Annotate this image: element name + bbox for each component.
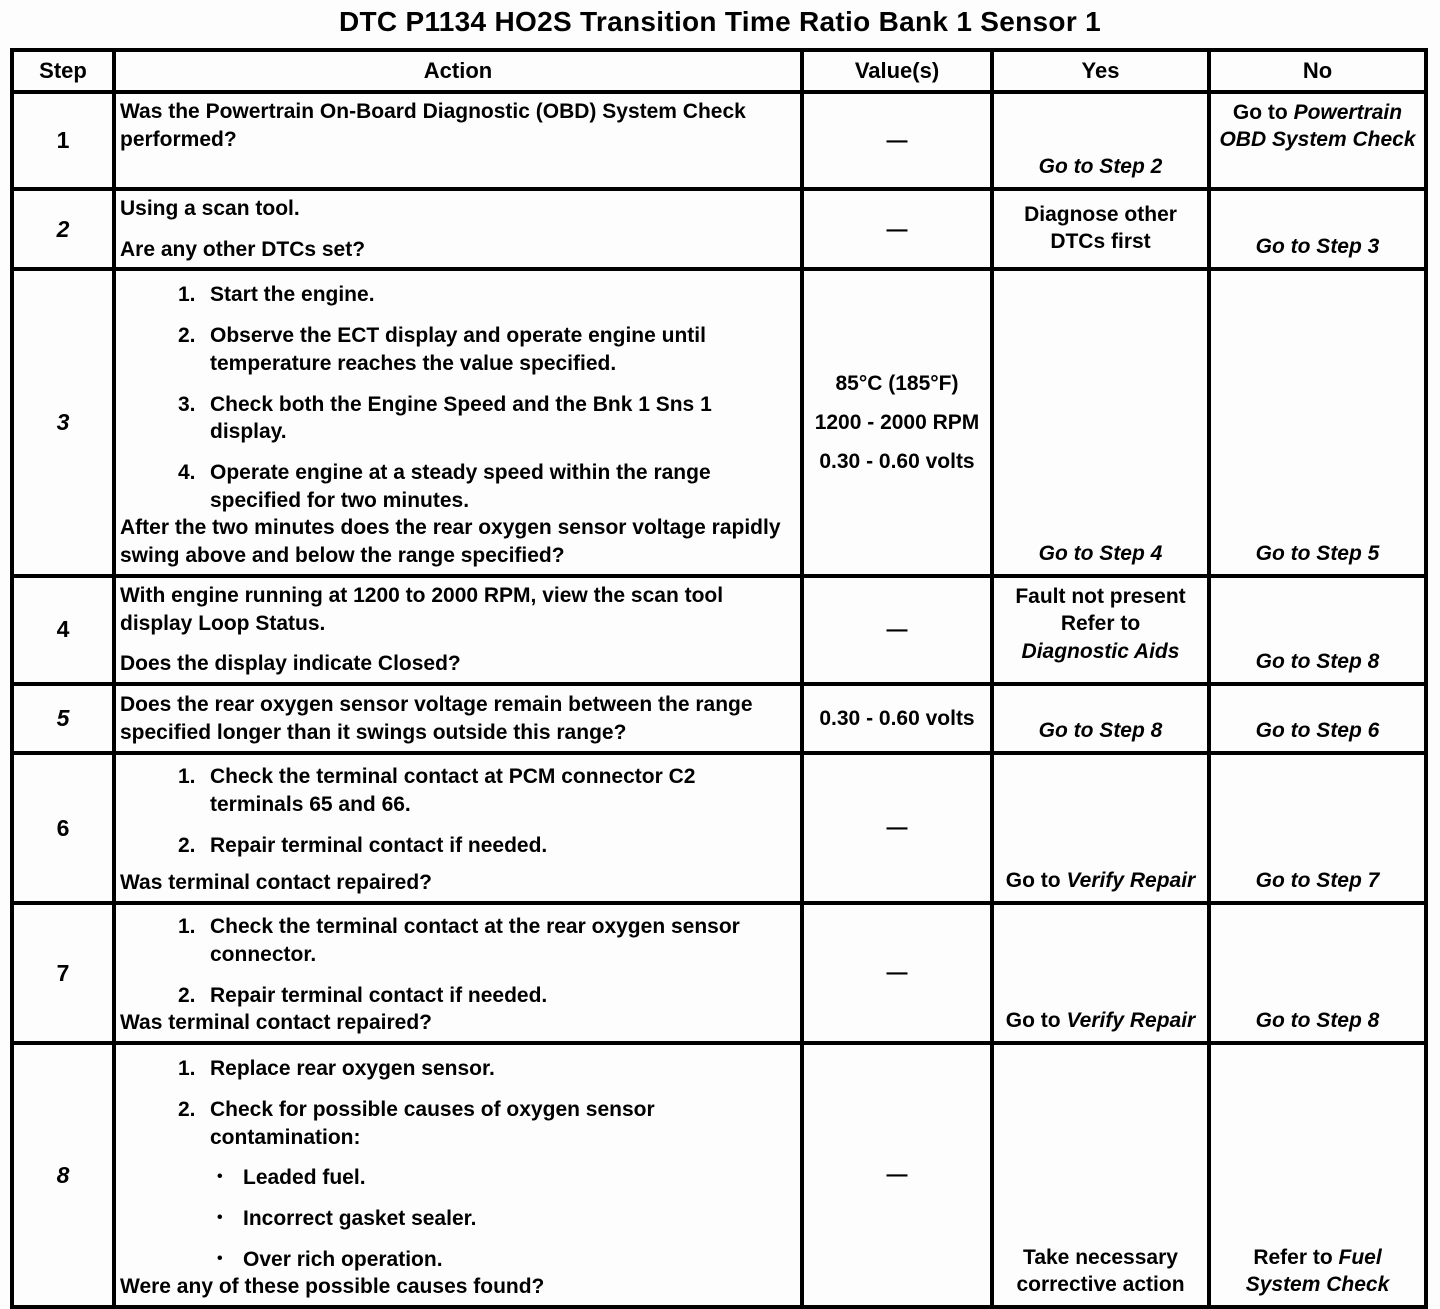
value-cell: —: [802, 753, 992, 903]
table-row-step-7: [12, 903, 1426, 1043]
action-bullet-item: • Leaded fuel.: [120, 1164, 796, 1192]
no-cell: [1209, 903, 1426, 1043]
yes-goto: Go to Verify Repair: [1005, 1008, 1196, 1032]
yes-ref: Diagnostic Aids: [1021, 639, 1180, 663]
action-list-item: 1. Check the terminal contact at PCM connector C2 terminals 65 and 66.: [178, 765, 696, 816]
action-list-item: 2. Repair terminal contact if needed.: [178, 833, 548, 857]
value-cell: —: [802, 576, 992, 684]
no-goto: Go to Step 8: [1255, 649, 1380, 673]
action-text: Using a scan tool.: [120, 197, 300, 220]
no-goto: Go to Powertrain OBD System Check: [1219, 101, 1416, 152]
action-list-item: 1. Start the engine.: [178, 283, 375, 307]
action-cell: [114, 684, 802, 753]
action-list-item: 2. Check for possible causes of oxygen sensor contamination:: [178, 1097, 655, 1149]
action-cell: [114, 92, 802, 189]
action-list-item: 2. Observe the ECT display and operate engine until temperature reaches the value specified.: [178, 324, 706, 375]
no-cell: [1209, 92, 1426, 189]
action-cell: [114, 903, 802, 1043]
no-goto: Go to Step 7: [1255, 868, 1380, 892]
step-number: 1: [12, 92, 114, 189]
action-list-item: 3. Check both the Engine Speed and the Bnk 1 Sns 1 display.: [178, 392, 712, 444]
no-cell: [1209, 189, 1426, 269]
action-question: Was terminal contact repaired?: [120, 871, 432, 895]
action-list-item: 4. Operate engine at a steady speed within the range specified for two minutes.: [178, 461, 711, 512]
yes-cell: [992, 903, 1209, 1043]
step-number: 6: [12, 753, 114, 903]
action-list-item: 1. Check the terminal contact at the rear oxygen sensor connector.: [178, 915, 740, 966]
no-cell: [1209, 576, 1426, 684]
action-question: Does the display indicate Closed?: [120, 652, 461, 676]
yes-goto: Go to Verify Repair: [1005, 868, 1196, 892]
column-header-values: Value(s): [802, 50, 992, 92]
no-goto: Go to Step 5: [1255, 541, 1380, 565]
action-question: Was terminal contact repaired?: [120, 1011, 432, 1035]
action-question: After the two minutes does the rear oxygen sensor voltage rapidly swing above and below the range specified?: [120, 516, 781, 568]
yes-goto: Go to Step 4: [1038, 541, 1163, 565]
column-header-yes: Yes: [992, 50, 1209, 92]
no-goto: Go to Step 3: [1255, 235, 1380, 259]
action-question: Does the rear oxygen sensor voltage remain between the range specified longer than it swings outside this range?: [120, 692, 753, 744]
diagnostic-table: [10, 48, 1428, 1309]
yes-cell: [992, 269, 1209, 575]
page-title: DTC P1134 HO2S Transition Time Ratio Bank 1 Sensor 1: [338, 6, 1101, 37]
no-cell: [1209, 684, 1426, 753]
step-number: 3: [12, 269, 114, 575]
action-question: Were any of these possible causes found?: [120, 1275, 545, 1299]
yes-text: Take necessary corrective action: [1016, 1245, 1185, 1296]
table-row-step-4: [12, 576, 1426, 684]
yes-cell: [992, 576, 1209, 684]
table-row-step-5: [12, 684, 1426, 753]
table-row-step-3: [12, 269, 1426, 575]
action-text: With engine running at 1200 to 2000 RPM, view the scan tool display Loop Status.: [120, 583, 724, 635]
value-cell: —: [802, 189, 992, 269]
yes-text-line: Fault not present: [1015, 584, 1186, 608]
yes-text-line: Refer to: [1060, 612, 1141, 636]
action-cell: [114, 1043, 802, 1307]
action-cell: [114, 189, 802, 269]
yes-cell: [992, 189, 1209, 269]
value-cell: [802, 269, 992, 575]
yes-goto: Go to Step 2: [1038, 154, 1163, 178]
no-cell: [1209, 1043, 1426, 1307]
action-cell: [114, 269, 802, 575]
action-bullet-item: • Incorrect gasket sealer.: [120, 1205, 796, 1233]
bullet-icon: •: [217, 1249, 223, 1267]
step-number: 4: [12, 576, 114, 684]
no-goto: Go to Step 6: [1255, 718, 1380, 742]
yes-cell: [992, 753, 1209, 903]
table-row-step-2: [12, 189, 1426, 269]
action-list-item: 1. Replace rear oxygen sensor.: [178, 1057, 495, 1081]
step-number: 5: [12, 684, 114, 753]
step-number: 7: [12, 903, 114, 1043]
value-cell: —: [802, 903, 992, 1043]
yes-cell: [992, 92, 1209, 189]
yes-cell: [992, 1043, 1209, 1307]
table-row-step-1: [12, 92, 1426, 189]
yes-cell: [992, 684, 1209, 753]
step-number: 2: [12, 189, 114, 269]
bullet-icon: •: [217, 1208, 223, 1226]
value-rpm: 1200 - 2000 RPM: [814, 411, 980, 435]
value-temp: 85°C (185°F): [835, 371, 959, 395]
no-goto: Go to Step 8: [1255, 1008, 1380, 1032]
no-cell: [1209, 753, 1426, 903]
header-row: [12, 50, 1426, 92]
yes-text: Diagnose other DTCs first: [1024, 202, 1177, 254]
column-header-step: Step: [12, 50, 114, 92]
column-header-action: Action: [114, 50, 802, 92]
value-cell: —: [802, 1043, 992, 1307]
action-question: Are any other DTCs set?: [120, 237, 366, 261]
step-number: 8: [12, 1043, 114, 1307]
action-bullet-item: • Over rich operation.: [120, 1246, 796, 1274]
action-text: Was the Powertrain On-Board Diagnostic (OBD) System Check performed?: [120, 100, 746, 151]
no-goto: Refer to Fuel System Check: [1245, 1245, 1390, 1296]
action-list-item: 2. Repair terminal contact if needed.: [178, 983, 548, 1007]
value-volts: 0.30 - 0.60 volts: [819, 450, 975, 474]
value-cell: 0.30 - 0.60 volts: [802, 684, 992, 753]
no-cell: [1209, 269, 1426, 575]
action-cell: [114, 576, 802, 684]
bullet-icon: •: [217, 1168, 223, 1186]
yes-goto: Go to Step 8: [1038, 718, 1163, 742]
column-header-no: No: [1209, 50, 1426, 92]
table-row-step-8: [12, 1043, 1426, 1307]
action-cell: [114, 753, 802, 903]
table-row-step-6: [12, 753, 1426, 903]
value-cell: —: [802, 92, 992, 189]
